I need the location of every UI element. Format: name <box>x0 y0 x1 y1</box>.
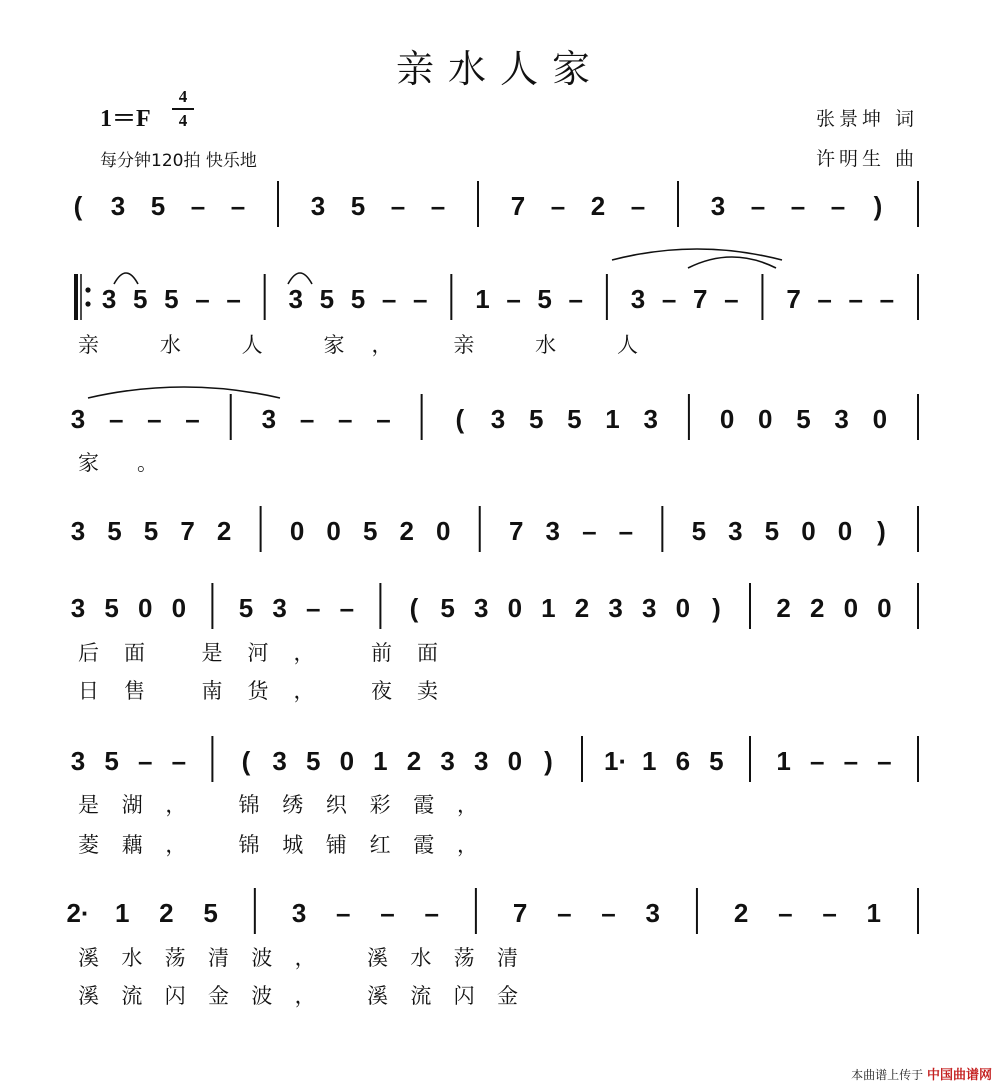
note: – <box>843 746 859 776</box>
note: 5 <box>104 746 119 776</box>
note: 0 <box>326 516 341 546</box>
note: 0 <box>675 593 691 623</box>
lyric-line: 是湖， 锦绣织彩霞， <box>78 793 478 817</box>
note: 5 <box>164 284 179 314</box>
note: 3 <box>710 191 726 221</box>
note: – <box>568 284 584 314</box>
note: 7 <box>512 898 528 928</box>
note: 0 <box>339 746 355 776</box>
note: ) <box>712 593 721 623</box>
note: – <box>557 898 572 928</box>
note: 2 <box>574 593 590 623</box>
note: – <box>618 516 634 546</box>
note: 1· <box>604 746 628 776</box>
note: 7 <box>509 516 524 546</box>
note: 0 <box>872 404 888 434</box>
note: 3 <box>440 746 455 776</box>
composer-credit: 许明生 曲 <box>815 148 918 170</box>
note: 3 <box>473 593 489 623</box>
note: – <box>230 191 246 221</box>
note: 0 <box>801 516 816 546</box>
note: 0 <box>719 404 735 434</box>
note: 7 <box>786 284 801 314</box>
note: 3 <box>70 404 86 434</box>
note: 3 <box>291 898 307 928</box>
note: 0 <box>507 593 523 623</box>
note: 3 <box>310 191 326 221</box>
note: ( <box>241 746 251 776</box>
note: 2 <box>406 746 422 776</box>
fermata <box>114 273 138 284</box>
note: 3 <box>473 746 489 776</box>
lyric-line: 溪流闪金波， 溪流闪金 <box>78 984 518 1008</box>
note: 5 <box>350 284 366 314</box>
note: – <box>137 746 153 776</box>
note: – <box>336 898 351 928</box>
note: 1 <box>475 284 490 314</box>
note: 1 <box>866 898 882 928</box>
note: – <box>817 284 832 314</box>
note: – <box>339 593 355 623</box>
score-row <box>71 506 918 552</box>
note: 5 <box>567 404 582 434</box>
note: – <box>171 746 187 776</box>
note: 2 <box>809 593 825 623</box>
note: – <box>338 404 353 434</box>
note: – <box>412 284 428 314</box>
note: 6 <box>675 746 691 776</box>
site-logo: 中国曲谱网 <box>926 1068 992 1083</box>
note: – <box>550 191 566 221</box>
note: 5 <box>143 516 159 546</box>
note: – <box>380 898 395 928</box>
lyric-line: 溪水荡清波， 溪水荡清 <box>78 946 518 970</box>
note: – <box>390 191 406 221</box>
note: 2 <box>776 593 791 623</box>
note: 0 <box>877 593 892 623</box>
note: 3 <box>288 284 304 314</box>
note: 5 <box>764 516 780 546</box>
note: ( <box>455 404 465 434</box>
note: 1 <box>605 404 620 434</box>
note: 3 <box>272 593 287 623</box>
note: 3 <box>490 404 506 434</box>
note: 2 <box>733 898 749 928</box>
note: 3 <box>643 404 658 434</box>
lyric-line: 日售 南货， 夜卖 <box>78 679 438 703</box>
note: 5 <box>528 404 544 434</box>
score-row <box>71 583 918 704</box>
note: 1 <box>641 746 657 776</box>
note: – <box>430 191 446 221</box>
note: 5 <box>537 284 552 314</box>
footer-text: 本曲谱上传于 <box>851 1068 924 1082</box>
score-row <box>66 888 918 1009</box>
note: 5 <box>440 593 455 623</box>
note: 0 <box>435 516 451 546</box>
note: 3 <box>630 284 646 314</box>
note: – <box>822 898 837 928</box>
note: 3 <box>545 516 561 546</box>
note: 5 <box>238 593 254 623</box>
note: 7 <box>180 516 195 546</box>
note: – <box>661 284 677 314</box>
note: 0 <box>137 593 153 623</box>
note: 5 <box>132 284 148 314</box>
note: 2 <box>399 516 414 546</box>
score-row <box>71 394 918 475</box>
lyric-line: 后面 是河， 前面 <box>78 641 438 665</box>
note: ) <box>877 516 886 546</box>
note: 3 <box>70 593 86 623</box>
note: 0 <box>507 746 523 776</box>
note: – <box>848 284 864 314</box>
score-row <box>74 274 918 358</box>
note: 0 <box>758 404 773 434</box>
note: 5 <box>305 746 321 776</box>
note: 2· <box>66 898 90 928</box>
note: – <box>376 404 391 434</box>
note: – <box>877 746 892 776</box>
note: 3 <box>101 284 117 314</box>
note: – <box>809 746 825 776</box>
score-row <box>71 736 918 858</box>
note: 2 <box>216 516 232 546</box>
slur-arc <box>688 257 776 268</box>
repeat-barline <box>74 274 78 320</box>
note: 5 <box>203 898 218 928</box>
note: 0 <box>289 516 305 546</box>
note: – <box>185 404 200 434</box>
lyric-line: 家。 <box>78 451 158 475</box>
note: 0 <box>171 593 187 623</box>
tempo-marking: 每分钟120拍 快乐地 <box>100 151 257 171</box>
meter-top: 4 <box>178 87 188 106</box>
note: – <box>226 284 241 314</box>
repeat-dot <box>85 301 90 306</box>
note: – <box>750 191 766 221</box>
note: 2 <box>159 898 174 928</box>
note: 3 <box>261 404 277 434</box>
note: 0 <box>837 516 853 546</box>
note: ) <box>873 191 883 221</box>
note: 5 <box>107 516 122 546</box>
note: ( <box>409 593 419 623</box>
note: 3 <box>645 898 660 928</box>
lyricist-credit: 张景坤 词 <box>815 108 918 130</box>
note: – <box>305 593 321 623</box>
note: 5 <box>691 516 707 546</box>
note: ) <box>544 746 553 776</box>
key-signature: 1＝F <box>100 106 151 132</box>
note: – <box>108 404 124 434</box>
note: – <box>790 191 806 221</box>
upload-footer <box>851 1064 992 1083</box>
note: ( <box>73 191 83 221</box>
note: – <box>724 284 739 314</box>
note: 3 <box>834 404 849 434</box>
note: 3 <box>608 593 623 623</box>
note: 5 <box>350 191 366 221</box>
song-title: 亲水人家 <box>395 47 604 91</box>
note: – <box>195 284 210 314</box>
slur-arc <box>612 249 782 260</box>
note: – <box>601 898 616 928</box>
note: 3 <box>70 746 86 776</box>
slur-arc <box>88 387 280 398</box>
note: 3 <box>110 191 126 221</box>
note: 1 <box>776 746 791 776</box>
note: – <box>424 898 439 928</box>
note: 7 <box>510 191 526 221</box>
note: – <box>299 404 315 434</box>
note: 5 <box>709 746 724 776</box>
note: – <box>582 516 597 546</box>
note: – <box>190 191 206 221</box>
note: 3 <box>641 593 657 623</box>
note: – <box>778 898 793 928</box>
note: 7 <box>692 284 708 314</box>
note: – <box>830 191 846 221</box>
note: 3 <box>728 516 743 546</box>
note: – <box>381 284 397 314</box>
note: – <box>879 284 895 314</box>
note: 3 <box>272 746 287 776</box>
lyric-line: 菱藕， 锦城铺红霞， <box>78 833 478 857</box>
score-row <box>74 181 918 227</box>
note: – <box>147 404 162 434</box>
note: 0 <box>843 593 859 623</box>
note: 1 <box>373 746 388 776</box>
note: – <box>506 284 521 314</box>
note: 5 <box>796 404 811 434</box>
fermata <box>288 273 312 284</box>
note: 1 <box>114 898 130 928</box>
note: 1 <box>541 593 556 623</box>
note: 5 <box>362 516 378 546</box>
meter-bottom: 4 <box>172 108 194 132</box>
note: 5 <box>319 284 335 314</box>
note: 2 <box>590 191 606 221</box>
repeat-dot <box>85 287 90 292</box>
note: – <box>630 191 646 221</box>
lyric-line: 亲 水 人 家， 亲 水 人 <box>78 333 639 357</box>
note: 5 <box>150 191 166 221</box>
note: 3 <box>70 516 86 546</box>
note: 5 <box>104 593 119 623</box>
